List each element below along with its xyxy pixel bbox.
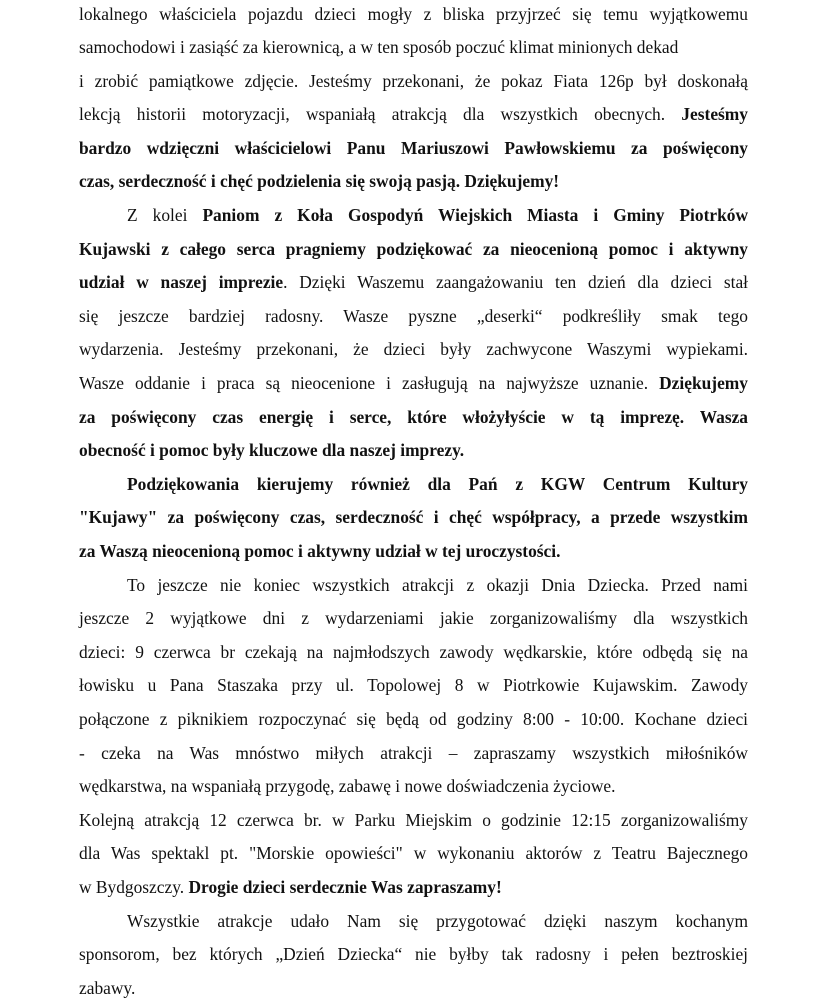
text-run: sponsorom, bez których „Dzień Dziecka“ nie byłby tak radosny i pełen beztroskiej — [79, 944, 748, 965]
text-run: - czeka na Was mnóstwo miłych atrakcji – zapraszamy wszystkich miłośników — [79, 742, 748, 763]
text-line — [79, 31, 748, 65]
bold-text: Paniom z Koła Gospodyń Wiejskich Miasta i Gminy Piotrków — [202, 205, 749, 226]
text-run: wydarzenia. Jesteśmy przekonani, że dzieci były zachwycone Waszymi wypiekami. — [79, 339, 748, 360]
paragraph — [79, 569, 748, 804]
bold-text: Dziękujemy — [659, 373, 748, 394]
text-run: wędkarstwa, na wspaniałą przygodę, zabawę i nowe doświadczenia życiowe. — [79, 776, 616, 797]
text-run: Z kolei — [127, 205, 203, 226]
text-line — [79, 468, 748, 502]
paragraph — [79, 0, 748, 199]
document-page — [79, 0, 748, 1005]
text-run: się jeszcze bardziej radosny. Wasze pyszne „deserki“ podkreśliły smak tego — [79, 305, 748, 326]
text-line — [79, 300, 748, 334]
text-run: lokalnego właściciela pojazdu dzieci mogły z bliska przyjrzeć się temu wyjątkowemu — [79, 3, 748, 24]
text-line — [79, 737, 748, 771]
text-line — [79, 837, 748, 871]
text-run: połączone z piknikiem rozpoczynać się będą od godziny 8:00 - 10:00. Kochane dzieci — [79, 708, 748, 729]
text-line — [79, 770, 748, 804]
bold-text: Drogie dzieci serdecznie Was zapraszamy! — [188, 876, 502, 897]
text-run: jeszcze 2 wyjątkowe dni z wydarzeniami jakie zorganizowaliśmy dla wszystkich — [79, 608, 748, 629]
text-run: zabawy. — [79, 977, 136, 998]
bold-text: za Waszą nieocenioną pomoc i aktywny udział w tej uroczystości. — [79, 541, 561, 561]
bold-text: "Kujawy" za poświęcony czas, serdeczność i chęć współpracy, a przede wszystkim — [79, 507, 748, 528]
bold-text: Jesteśmy — [681, 104, 748, 125]
paragraph — [79, 199, 748, 468]
text-line — [79, 266, 748, 300]
text-run: Wasze oddanie i praca są nieocenione i zasługują na najwyższe uznanie. — [79, 373, 660, 394]
text-run: samochodowi i zasiąść za kierownicą, a w ten sposób poczuć klimat minionych dekad — [79, 37, 679, 58]
text-line — [79, 602, 748, 636]
text-run: i zrobić pamiątkowe zdjęcie. Jesteśmy przekonani, że pokaz Fiata 126p był doskonałą — [79, 70, 748, 91]
text-line — [79, 0, 748, 31]
text-run: . Dzięki Waszemu zaangażowaniu ten dzień dla dzieci stał — [283, 272, 748, 293]
bold-text: za poświęcony czas energię i serce, które włożyłyście w tą imprezę. Wasza — [79, 406, 748, 427]
text-run: dla Was spektakl pt. "Morskie opowieści" w wykonaniu aktorów z Teatru Bajecznego — [79, 843, 748, 864]
paragraph — [79, 905, 748, 1005]
text-line — [79, 569, 748, 603]
text-run: lekcją historii motoryzacji, wspaniałą atrakcją dla wszystkich obecnych. — [79, 104, 682, 125]
text-line — [79, 703, 748, 737]
text-line — [79, 434, 748, 468]
text-line — [79, 804, 748, 838]
text-line — [79, 535, 748, 569]
text-run: łowisku u Pana Staszaka przy ul. Topolowej 8 w Piotrkowie Kujawskim. Zawody — [79, 675, 748, 696]
text-line — [79, 871, 748, 905]
text-line — [79, 165, 748, 199]
text-line — [79, 669, 748, 703]
text-line — [79, 972, 748, 1005]
bold-text: czas, serdeczność i chęć podzielenia się swoją pasją. Dziękujemy! — [79, 171, 560, 192]
paragraph — [79, 804, 748, 905]
bold-text: obecność i pomoc były kluczowe dla naszej imprezy. — [79, 440, 465, 461]
text-run: dzieci: 9 czerwca br czekają na najmłodszych zawody wędkarskie, które odbędą się na — [79, 641, 748, 662]
bold-text: Kujawski z całego serca pragniemy podziękować za nieocenioną pomoc i aktywny — [79, 238, 748, 259]
text-line — [79, 199, 748, 233]
text-line — [79, 636, 748, 670]
bold-text: bardzo wdzięczni właścicielowi Panu Mariuszowi Pawłowskiemu za poświęcony — [79, 137, 748, 158]
text-line — [79, 233, 748, 267]
text-line — [79, 333, 748, 367]
text-line — [79, 501, 748, 535]
text-run: Wszystkie atrakcje udało Nam się przygotować dzięki naszym kochanym — [127, 910, 748, 931]
paragraph — [79, 468, 748, 569]
text-line — [79, 401, 748, 435]
text-run: To jeszcze nie koniec wszystkich atrakcji z okazji Dnia Dziecka. Przed nami — [127, 574, 748, 595]
text-line — [79, 98, 748, 132]
text-line — [79, 367, 748, 401]
bold-text: Podziękowania kierujemy również dla Pań z KGW Centrum Kultury — [127, 473, 748, 494]
text-line — [79, 938, 748, 972]
text-run: Kolejną atrakcją 12 czerwca br. w Parku Miejskim o godzinie 12:15 zorganizowaliśmy — [79, 809, 748, 830]
text-run: w Bydgoszczy. — [79, 876, 189, 897]
bold-text: udział w naszej imprezie — [79, 272, 284, 293]
text-line — [79, 905, 748, 939]
text-line — [79, 65, 748, 99]
text-line — [79, 132, 748, 166]
